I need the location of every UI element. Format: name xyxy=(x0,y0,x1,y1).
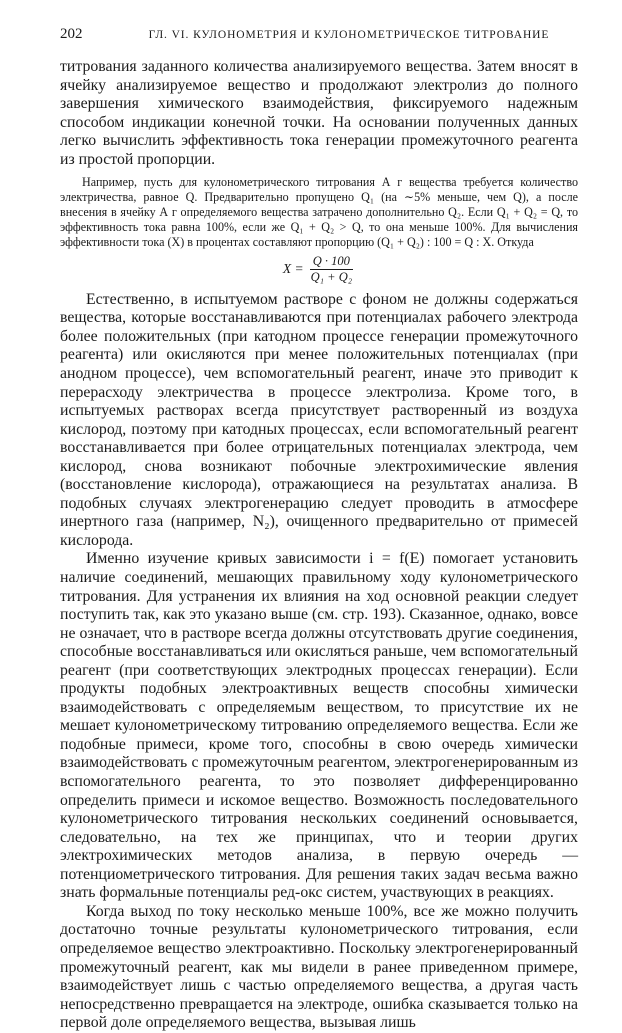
paragraph-1: титрования заданного количества анализируемого вещества. Затем вносят в ячейку анализируемое вещество и продолжают электролиз до полного завершения химического взаимодействия, фиксируемого надежным способом индикации конечной точки. На основании полученных данных легко вычислить эффективность тока генерации промежуточного реагента из простой пропорции. xyxy=(60,58,578,168)
paragraph-4: Когда выход по току несколько меньше 100%, все же можно получить достаточно точные результаты кулонометрического титрования, если определяемое вещество электроактивно. Поскольку электрогенерированный промежуточный реагент, как мы видели в ранее приведенном примере, взаимодействует лишь с частью определяемого вещества, а другая часть непосредственно превращается на электроде, ошибка сказывается только на первой доле определяемого вещества, вызывая лишь xyxy=(60,902,578,1032)
formula-fraction xyxy=(308,254,355,285)
page-header xyxy=(60,26,578,48)
paragraph-2: Естественно, в испытуемом растворе с фоном не должны содержаться вещества, которые восстанавливаются при потенциалах рабочего электрода более положительных (при катодном процессе генерации промежуточного реагента) или окисляются при менее положительных потенциалах (при анодном процессе), чем вспомогательный реагент, иначе это приводит к перерасходу электричества в процессе электролиза. Кроме того, в испытуемых растворах всегда присутствует растворенный из воздуха кислород, поэтому при катодных процессах, если вспомогательный реагент восстанавливается при более отрицательных потенциалах электрода, чем кислород, снова возникают побочные электрохимические явления (восстановление кислорода), отражающиеся на результатах анализа. В подобных случаях электрогенерацию следует проводить в атмосфере инертного газа (например, N₂), очищенного предварительно от примесей кислорода. xyxy=(60,290,578,549)
formula-lhs: X = xyxy=(282,261,304,277)
formula-denominator: Q₁ + Q₂ xyxy=(310,269,353,284)
example-paragraph: Например, пусть для кулонометрического титрования А г вещества требуется количество электричества, равное Q. Предварительно пропущено Q₁ (на ∼5% меньше, чем Q), а после внесения в ячейку А г определяемого вещества затрачено дополнительно Q₂. Если Q₁ + Q₂ = Q, то эффективность тока равна 100%, если же Q₁ + Q₂ > Q, то она меньше 100%. Для вычисления эффективности тока (X) в процентах составляют пропорцию (Q₁ + Q₂) : 100 = Q : X. Откуда xyxy=(60,175,578,249)
formula-numerator: Q · 100 xyxy=(310,254,353,270)
paragraph-3: Именно изучение кривых зависимости i = f(E) помогает установить наличие соединений, мешающих правильному ходу кулонометрического титрования. Для устранения их влияния на ход основной реакции следует поступить так, как это указано выше (см. стр. 193). Сказанное, однако, вовсе не означает, что в растворе всегда должны отсутствовать другие соединения, способные восстанавливаться или окисляться раньше, чем вспомогательный реагент (при соответствующих электродных процессах генерации). Если продукты подобных электроактивных веществ способны химически взаимодействовать с определяемым веществом, то присутствие их не мешает кулонометрическому титрованию определяемого вещества. Если же подобные примеси, кроме того, способны в свою очередь химически взаимодействовать с промежуточным реагентом, электрогенерированным из вспомогательного реагента, то это позволяет дифференцированно определить примеси и искомое вещество. Возможность последовательного кулонометрического титрования нескольких соединений основывается, следовательно, на тех же принципах, что и теории других электрохимических методов анализа, в первую очередь — потенциометрического титрования. Для решения таких задач весьма важно знать формальные потенциалы ред-окс систем, участвующих в реакциях. xyxy=(60,550,578,902)
running-head: ГЛ. VI. КУЛОНОМЕТРИЯ И КУЛОНОМЕТРИЧЕСКОЕ ТИТРОВАНИЕ xyxy=(148,29,550,41)
page-number: 202 xyxy=(60,26,83,42)
efficiency-formula xyxy=(60,254,578,285)
